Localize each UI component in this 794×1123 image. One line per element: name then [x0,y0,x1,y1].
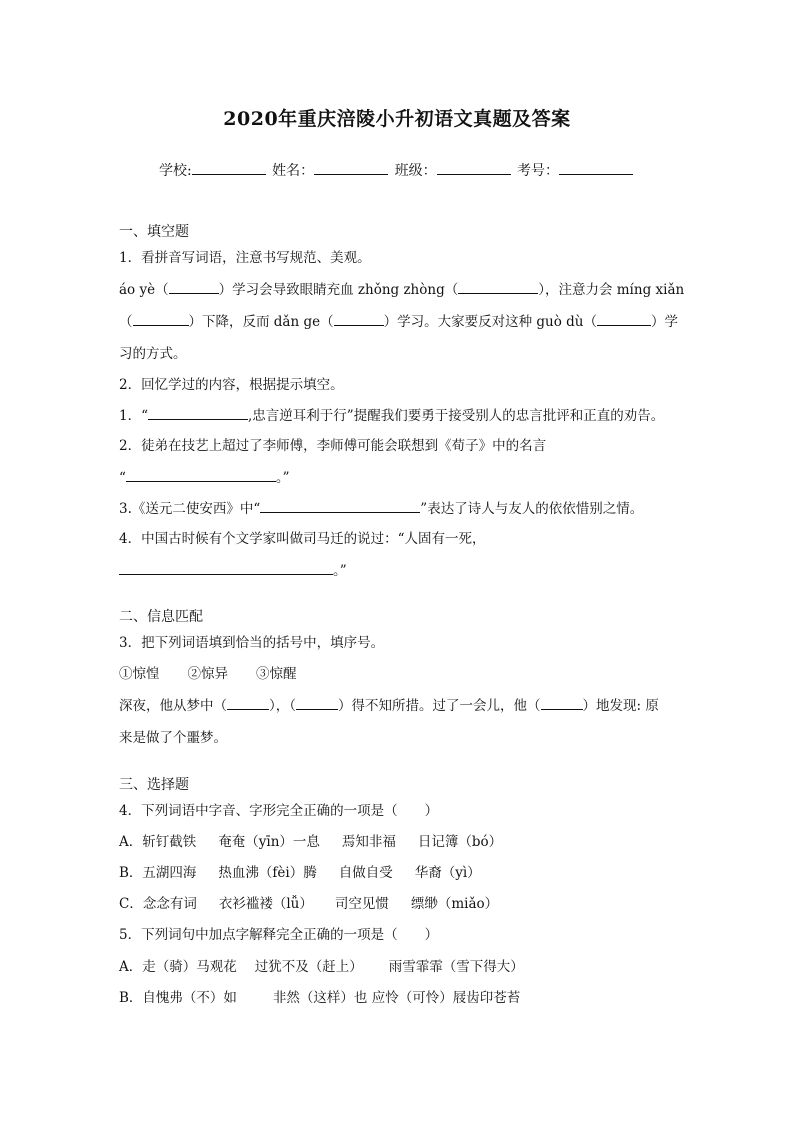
option-1: ①惊惶 [119,666,160,682]
blank-q2-1[interactable] [148,406,248,420]
option-a-item: A．斩钉截铁 [119,834,197,850]
question-1-stem: 1．看拼音写词语，注意书写规范、美观。 [119,250,371,266]
blank-q3-2[interactable] [296,697,338,710]
option-a-item: 焉知非福 [341,834,396,850]
question-2-3 [119,499,643,518]
question-3-sentence-line-1 [119,697,659,715]
option-c-item: 缥缈（miǎo） [410,896,499,912]
option-b-item: 华裔（yì） [414,865,481,881]
blank-q3-3[interactable] [541,697,583,710]
q2-3-text: ”表达了诗人与友人的依依惜别之情。 [420,501,644,517]
question-3-options [119,665,297,683]
question-5-option-b [119,989,520,1007]
question-2-2-answer [119,468,290,487]
q5-a-item: 雨雪霏霏（雪下得大） [388,959,524,975]
blank-dan-ge[interactable] [334,313,384,326]
section-heading-matching: 二、信息匹配 [119,609,203,625]
page-title: 2020年重庆涪陵小升初语文真题及答案 [223,108,571,130]
question-1-line-3: 习的方式。 [119,346,187,362]
section-heading-fill-in: 一、填空题 [119,224,189,240]
school-label: 学校: [158,163,192,179]
exam-no-blank[interactable] [559,160,633,175]
name-blank[interactable] [314,160,388,175]
option-a-item: 日记簿（bó） [417,834,503,850]
q1-text: áo yè（ [119,282,169,298]
blank-q3-1[interactable] [227,697,269,710]
question-1-line-2 [119,313,678,331]
q2-3-text: 3.《送元二使安西》中“ [119,501,261,517]
option-b-item: 自做自受 [338,865,393,881]
option-a-item: 奄奄（yīn）一息 [218,834,320,850]
q1-text: ）学习会导致眼睛充血 zhǒng zhòng（ [218,282,459,298]
q3-text: 深夜，他从梦中（ [119,698,227,714]
question-4-option-a [119,833,502,851]
option-3: ③惊醒 [256,666,297,682]
question-3-sentence-line-2: 来是做了个噩梦。 [119,730,227,746]
school-blank[interactable] [192,160,266,175]
question-4-stem: 4．下列词语中字音、字形完全正确的一项是（ ） [119,803,439,819]
student-info-line [0,160,794,180]
question-2-1 [119,406,664,425]
section-heading-choice: 三、选择题 [119,777,189,793]
question-1-line-1 [119,281,684,299]
blank-ming-xian[interactable] [133,313,189,326]
question-4-option-b [119,864,481,882]
q2-4-quote-close: 。” [333,563,347,579]
option-c-item: C．念念有词 [119,896,197,912]
q3-text: ）得不知所措。过了一会儿，他（ [338,698,541,714]
blank-guo-du[interactable] [597,313,651,326]
q2-2-quote-close: 。” [275,470,290,486]
q2-1-text: 1．“ [119,408,148,424]
blank-ao-ye[interactable] [169,281,219,294]
option-2: ②惊异 [187,666,228,682]
question-4-option-c [119,895,498,913]
option-c-item: 衣衫褴褛（lǚ） [218,896,313,912]
question-3-stem: 3．把下列词语填到恰当的括号中，填序号。 [119,635,385,651]
class-blank[interactable] [437,160,511,175]
q5-a-item: 过犹不及（赶上） [254,959,363,975]
question-2-4: 4．中国古时候有个文学家叫做司马迁的说过：“人固有一死， [119,531,486,547]
q5-b-item: 非然（这样）也 应怜（可怜）屐齿印苍苔 [272,990,521,1006]
question-2-4-answer [119,561,347,580]
q1-text: ）下降，反而 dǎn ge（ [188,314,334,330]
option-b-item: 热血沸（fèi）腾 [218,865,317,881]
option-c-item: 司空见惯 [334,896,389,912]
question-5-stem: 5．下列词句中加点字解释完全正确的一项是（ ） [119,927,439,943]
q1-text: ）学 [651,314,678,330]
blank-q2-3[interactable] [260,499,420,513]
class-label: 班级： [394,163,437,179]
question-2-2: 2．徒弟在技艺上超过了李师傅，李师傅可能会联想到《荀子》中的名言 [119,438,547,454]
blank-zhong-zhong[interactable] [458,281,538,294]
blank-q2-4[interactable] [119,561,333,575]
q3-text: ）地发现: 原 [582,698,659,714]
q1-text: ）学习。大家要反对这种 guò dù（ [383,314,597,330]
q1-text: ），注意力会 míng xiǎn [538,282,685,298]
question-2-stem: 2．回忆学过的内容，根据提示填空。 [119,377,344,393]
q5-a-item: A．走（骑）马观花 [119,959,237,975]
option-b-item: B．五湖四海 [119,865,197,881]
q2-2-quote-open: “ [119,470,126,486]
name-label: 姓名： [272,163,315,179]
blank-q2-2[interactable] [126,468,276,482]
question-5-option-a [119,958,524,976]
q2-1-text: ,忠言逆耳利于行”提醒我们要勇于接受别人的忠言批评和正直的劝告。 [248,408,665,424]
q1-text: （ [119,314,133,330]
q3-text: ），（ [269,698,296,714]
exam-no-label: 考号： [517,163,560,179]
q5-b-item: B．自愧弗（不）如 [119,990,237,1006]
